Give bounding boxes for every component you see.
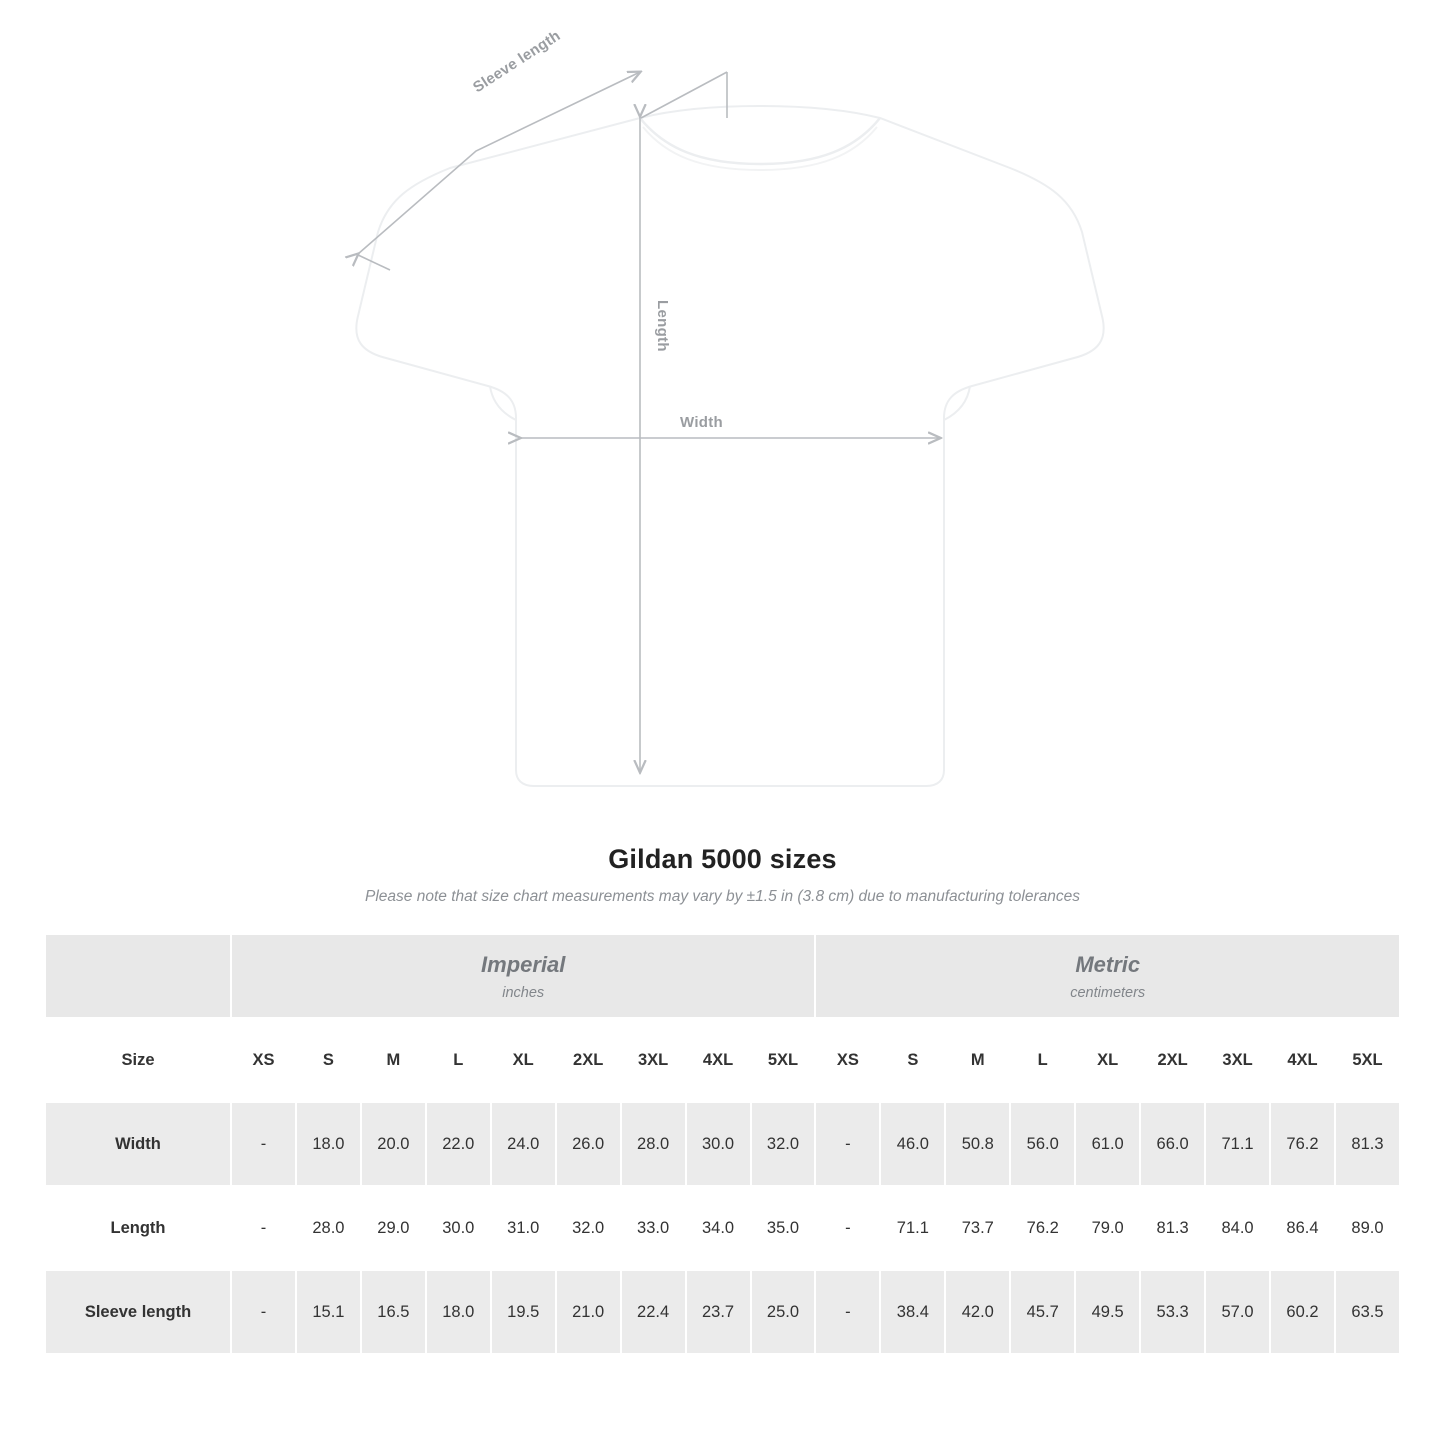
unit-header-imperial: Imperial inches	[231, 934, 815, 1018]
col-imp-2xl: 2XL	[556, 1018, 621, 1102]
cell: 30.0	[426, 1186, 491, 1270]
cell: 32.0	[751, 1102, 816, 1186]
col-met-4xl: 4XL	[1270, 1018, 1335, 1102]
cell: -	[231, 1186, 296, 1270]
sleeve-length-label: Sleeve length	[470, 27, 564, 97]
cell: 81.3	[1140, 1186, 1205, 1270]
cell: 38.4	[880, 1270, 945, 1354]
cell: -	[231, 1102, 296, 1186]
cell: 60.2	[1270, 1270, 1335, 1354]
cell: -	[815, 1270, 880, 1354]
cell: 16.5	[361, 1270, 426, 1354]
cell: 15.1	[296, 1270, 361, 1354]
cell: -	[815, 1102, 880, 1186]
cell: 22.4	[621, 1270, 686, 1354]
size-header-row	[45, 1018, 1400, 1102]
cell: 63.5	[1335, 1270, 1400, 1354]
col-imp-m: M	[361, 1018, 426, 1102]
cell: 33.0	[621, 1186, 686, 1270]
title-block	[0, 844, 1445, 906]
col-met-m: M	[945, 1018, 1010, 1102]
width-label: Width	[680, 414, 724, 431]
cell: 49.5	[1075, 1270, 1140, 1354]
col-imp-s: S	[296, 1018, 361, 1102]
col-imp-l: L	[426, 1018, 491, 1102]
cell: 46.0	[880, 1102, 945, 1186]
cell: 34.0	[686, 1186, 751, 1270]
cell: 79.0	[1075, 1186, 1140, 1270]
col-imp-xs: XS	[231, 1018, 296, 1102]
table-row	[45, 1186, 1400, 1270]
cell: 21.0	[556, 1270, 621, 1354]
cell: 76.2	[1010, 1186, 1075, 1270]
cell: 53.3	[1140, 1270, 1205, 1354]
cell: 18.0	[426, 1270, 491, 1354]
col-imp-5xl: 5XL	[751, 1018, 816, 1102]
cell: 28.0	[621, 1102, 686, 1186]
cell: 71.1	[1205, 1102, 1270, 1186]
cell: 71.1	[880, 1186, 945, 1270]
cell: -	[815, 1186, 880, 1270]
col-imp-4xl: 4XL	[686, 1018, 751, 1102]
cell: 89.0	[1335, 1186, 1400, 1270]
row-label-width: Width	[45, 1102, 231, 1186]
unit-header-blank	[45, 934, 231, 1018]
col-imp-xl: XL	[491, 1018, 556, 1102]
cell: 25.0	[751, 1270, 816, 1354]
col-met-3xl: 3XL	[1205, 1018, 1270, 1102]
page-title: Gildan 5000 sizes	[608, 844, 837, 874]
cell: 23.7	[686, 1270, 751, 1354]
col-met-2xl: 2XL	[1140, 1018, 1205, 1102]
cell: 56.0	[1010, 1102, 1075, 1186]
tolerance-note: Please note that size chart measurements may vary by ±1.5 in (3.8 cm) due to manufacturing tolerances	[365, 888, 1080, 905]
col-met-xs: XS	[815, 1018, 880, 1102]
row-header-size: Size	[45, 1018, 231, 1102]
cell: 18.0	[296, 1102, 361, 1186]
row-label-length: Length	[45, 1186, 231, 1270]
cell: 30.0	[686, 1102, 751, 1186]
length-label: Length	[654, 300, 671, 352]
cell: -	[231, 1270, 296, 1354]
cell: 24.0	[491, 1102, 556, 1186]
col-met-5xl: 5XL	[1335, 1018, 1400, 1102]
cell: 26.0	[556, 1102, 621, 1186]
cell: 57.0	[1205, 1270, 1270, 1354]
col-imp-3xl: 3XL	[621, 1018, 686, 1102]
cell: 19.5	[491, 1270, 556, 1354]
cell: 73.7	[945, 1186, 1010, 1270]
cell: 66.0	[1140, 1102, 1205, 1186]
cell: 86.4	[1270, 1186, 1335, 1270]
cell: 35.0	[751, 1186, 816, 1270]
table-row	[45, 1270, 1400, 1354]
cell: 81.3	[1335, 1102, 1400, 1186]
cell: 45.7	[1010, 1270, 1075, 1354]
cell: 42.0	[945, 1270, 1010, 1354]
col-met-l: L	[1010, 1018, 1075, 1102]
unit-header-row	[45, 934, 1400, 1018]
cell: 32.0	[556, 1186, 621, 1270]
cell: 84.0	[1205, 1186, 1270, 1270]
cell: 31.0	[491, 1186, 556, 1270]
unit-header-metric: Metric centimeters	[815, 934, 1400, 1018]
col-met-xl: XL	[1075, 1018, 1140, 1102]
cell: 29.0	[361, 1186, 426, 1270]
cell: 61.0	[1075, 1102, 1140, 1186]
cell: 50.8	[945, 1102, 1010, 1186]
row-label-sleeve-length: Sleeve length	[45, 1270, 231, 1354]
col-met-s: S	[880, 1018, 945, 1102]
cell: 22.0	[426, 1102, 491, 1186]
cell: 76.2	[1270, 1102, 1335, 1186]
cell: 20.0	[361, 1102, 426, 1186]
cell: 28.0	[296, 1186, 361, 1270]
table-row	[45, 1102, 1400, 1186]
size-chart-table	[44, 933, 1401, 1355]
